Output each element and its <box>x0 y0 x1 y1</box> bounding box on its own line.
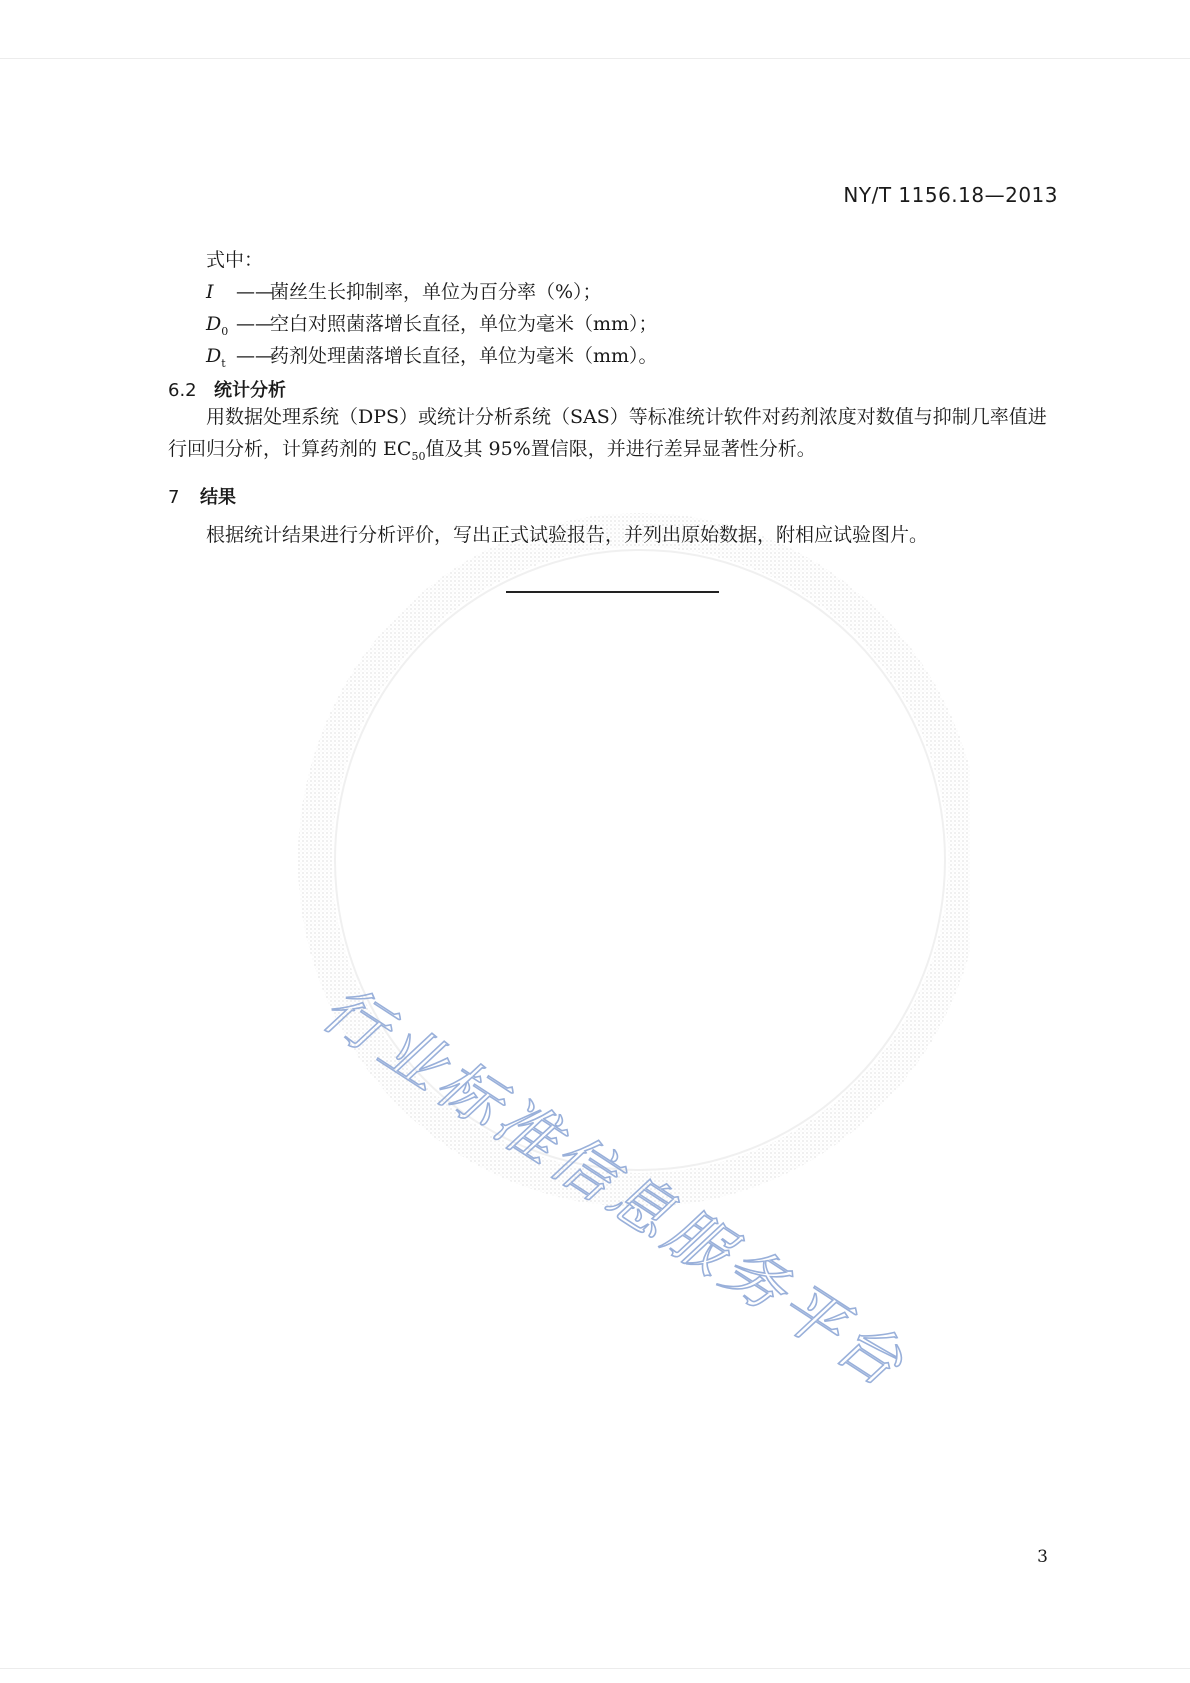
standard-number: NY/T 1156.18—2013 <box>843 183 1058 207</box>
variable-row-d0 <box>206 311 658 345</box>
section-title: 统计分析 <box>214 380 286 401</box>
variable-definition: 菌丝生长抑制率，单位为百分率（%）； <box>270 281 602 303</box>
svg-text:行业标准信息服务平台: 行业标准信息服务平台 <box>309 971 920 1403</box>
bottom-scan-edge <box>0 1668 1190 1669</box>
variable-dash: —— <box>236 345 274 367</box>
paragraph-6-2-line-2: 行回归分析，计算药剂的 $EC_{50}$值及其 95%置信限，并进行差异显著性分析。 <box>168 438 816 463</box>
paragraph-7: 根据统计结果进行分析评价，写出正式试验报告，并列出原始数据，附相应试验图片。 <box>206 524 929 546</box>
seal-ring <box>290 500 970 1220</box>
variable-dash: —— <box>236 313 274 335</box>
variable-symbol: I <box>206 281 214 303</box>
variable-definition: 空白对照菌落增长直径，单位为毫米（mm）； <box>270 313 658 335</box>
section-heading-6-2 <box>168 376 286 402</box>
variable-symbol: $D_0$ <box>206 313 229 338</box>
section-title: 结果 <box>200 487 236 508</box>
variable-symbol: $D_t$ <box>206 345 226 370</box>
paragraph-6-2-line-1: 用数据处理系统（DPS）或统计分析系统（SAS）等标准统计软件对药剂浓度对数值与抑制几率值进 <box>206 406 1047 428</box>
variable-dash: —— <box>236 281 274 303</box>
variable-definition: 药剂处理菌落增长直径，单位为毫米（mm）。 <box>270 345 658 367</box>
variable-row-i <box>206 279 602 313</box>
top-scan-edge <box>0 58 1190 59</box>
section-number: 7 <box>168 487 180 508</box>
variable-row-dt <box>206 343 658 377</box>
section-heading-7 <box>168 483 236 509</box>
formula-lead: 式中： <box>206 249 264 271</box>
end-rule <box>506 591 719 593</box>
section-number: 6.2 <box>168 380 197 401</box>
page-number: 3 <box>1037 1547 1048 1567</box>
